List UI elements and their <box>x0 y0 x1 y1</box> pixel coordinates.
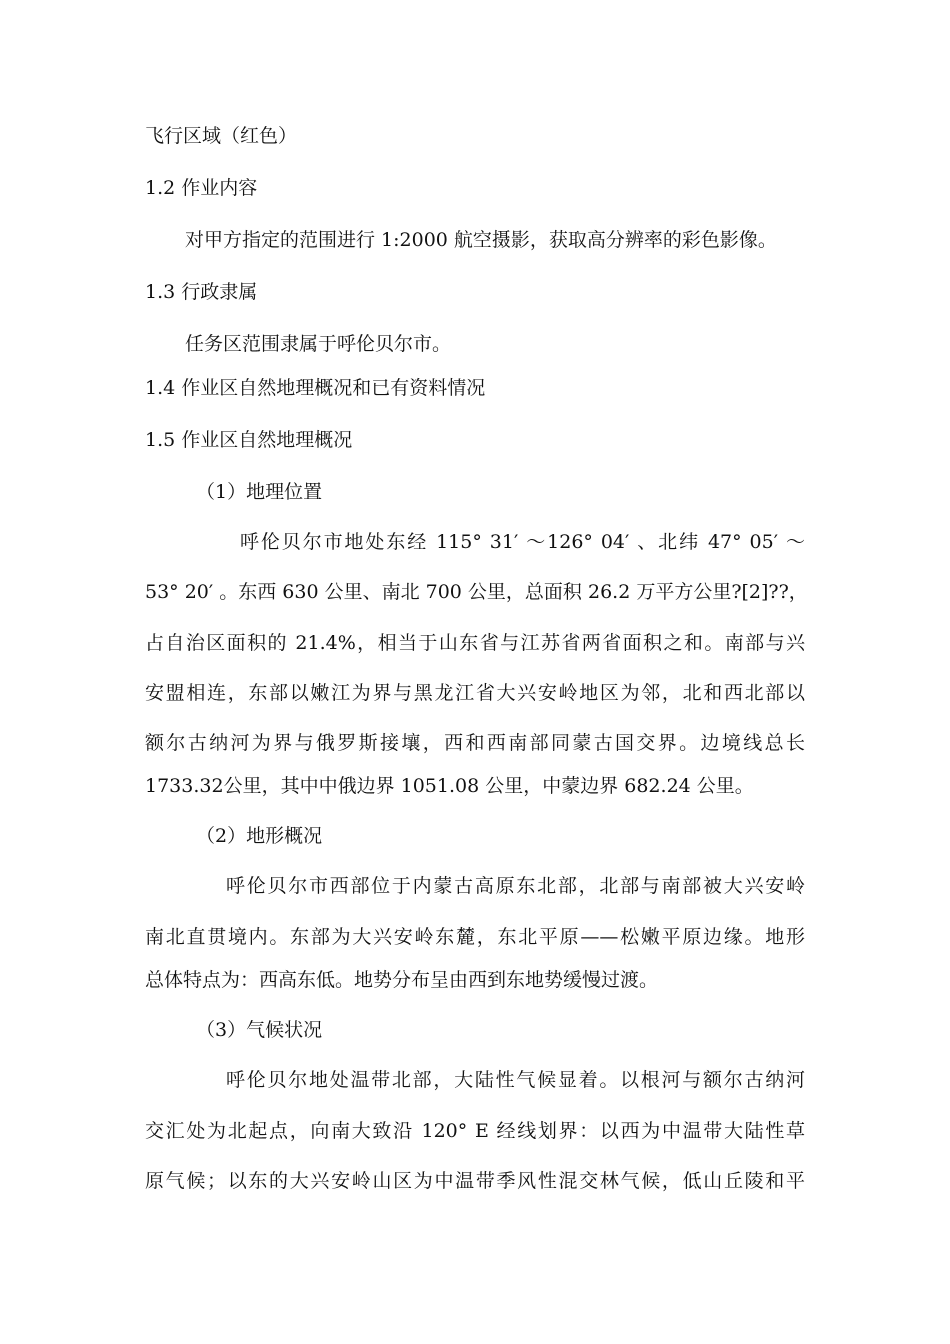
climate-line: 呼伦贝尔地处温带北部，大陆性气候显着。以根河与额尔古纳河 <box>226 1069 805 1091</box>
terrain-line: 总体特点为：西高东低。地势分布呈由西到东地势缓慢过渡。 <box>145 969 659 991</box>
paragraph-1-3: 任务区范围隶属于呼伦贝尔市。 <box>185 333 452 355</box>
geo-line: 呼伦贝尔市地处东经 115° 31′ ～126° 04′ 、北纬 47° 05′ ～ <box>240 531 805 553</box>
subheading-climate: （3）气候状况 <box>196 1019 323 1041</box>
terrain-line: 南北直贯境内。东部为大兴安岭东麓，东北平原——松嫩平原边缘。地形 <box>145 926 805 948</box>
terrain-line: 呼伦贝尔市西部位于内蒙古高原东北部，北部与南部被大兴安岭 <box>226 875 805 897</box>
geo-line: 安盟相连，东部以嫩江为界与黑龙江省大兴安岭地区为邻，北和西北部以 <box>145 682 805 704</box>
paragraph-1-2: 对甲方指定的范围进行 1:2000 航空摄影，获取高分辨率的彩色影像。 <box>185 229 777 251</box>
figure-caption: 飞行区域（红色） <box>145 125 298 147</box>
geo-line: 53° 20′ 。东西 630 公里、南北 700 公里，总面积 26.2 万平方公里?[2]??， <box>145 581 808 603</box>
climate-line: 交汇处为北起点，向南大致沿 120° E 经线划界：以西为中温带大陆性草 <box>145 1120 805 1142</box>
geo-line: 占自治区面积的 21.4%，相当于山东省与江苏省两省面积之和。南部与兴 <box>145 632 805 654</box>
heading-1-4: 1.4 作业区自然地理概况和已有资料情况 <box>145 377 486 399</box>
subheading-terrain: （2）地形概况 <box>196 825 323 847</box>
heading-1-2: 1.2 作业内容 <box>145 177 258 199</box>
geo-line: 1733.32公里，其中中俄边界 1051.08 公里，中蒙边界 682.24 公里。 <box>145 775 754 797</box>
geo-line: 额尔古纳河为界与俄罗斯接壤，西和西南部同蒙古国交界。边境线总长 <box>145 732 805 754</box>
heading-1-3: 1.3 行政隶属 <box>145 281 258 303</box>
heading-1-5: 1.5 作业区自然地理概况 <box>145 429 353 451</box>
climate-line: 原气候；以东的大兴安岭山区为中温带季风性混交林气候，低山丘陵和平 <box>145 1170 805 1192</box>
subheading-location: （1）地理位置 <box>196 481 323 503</box>
